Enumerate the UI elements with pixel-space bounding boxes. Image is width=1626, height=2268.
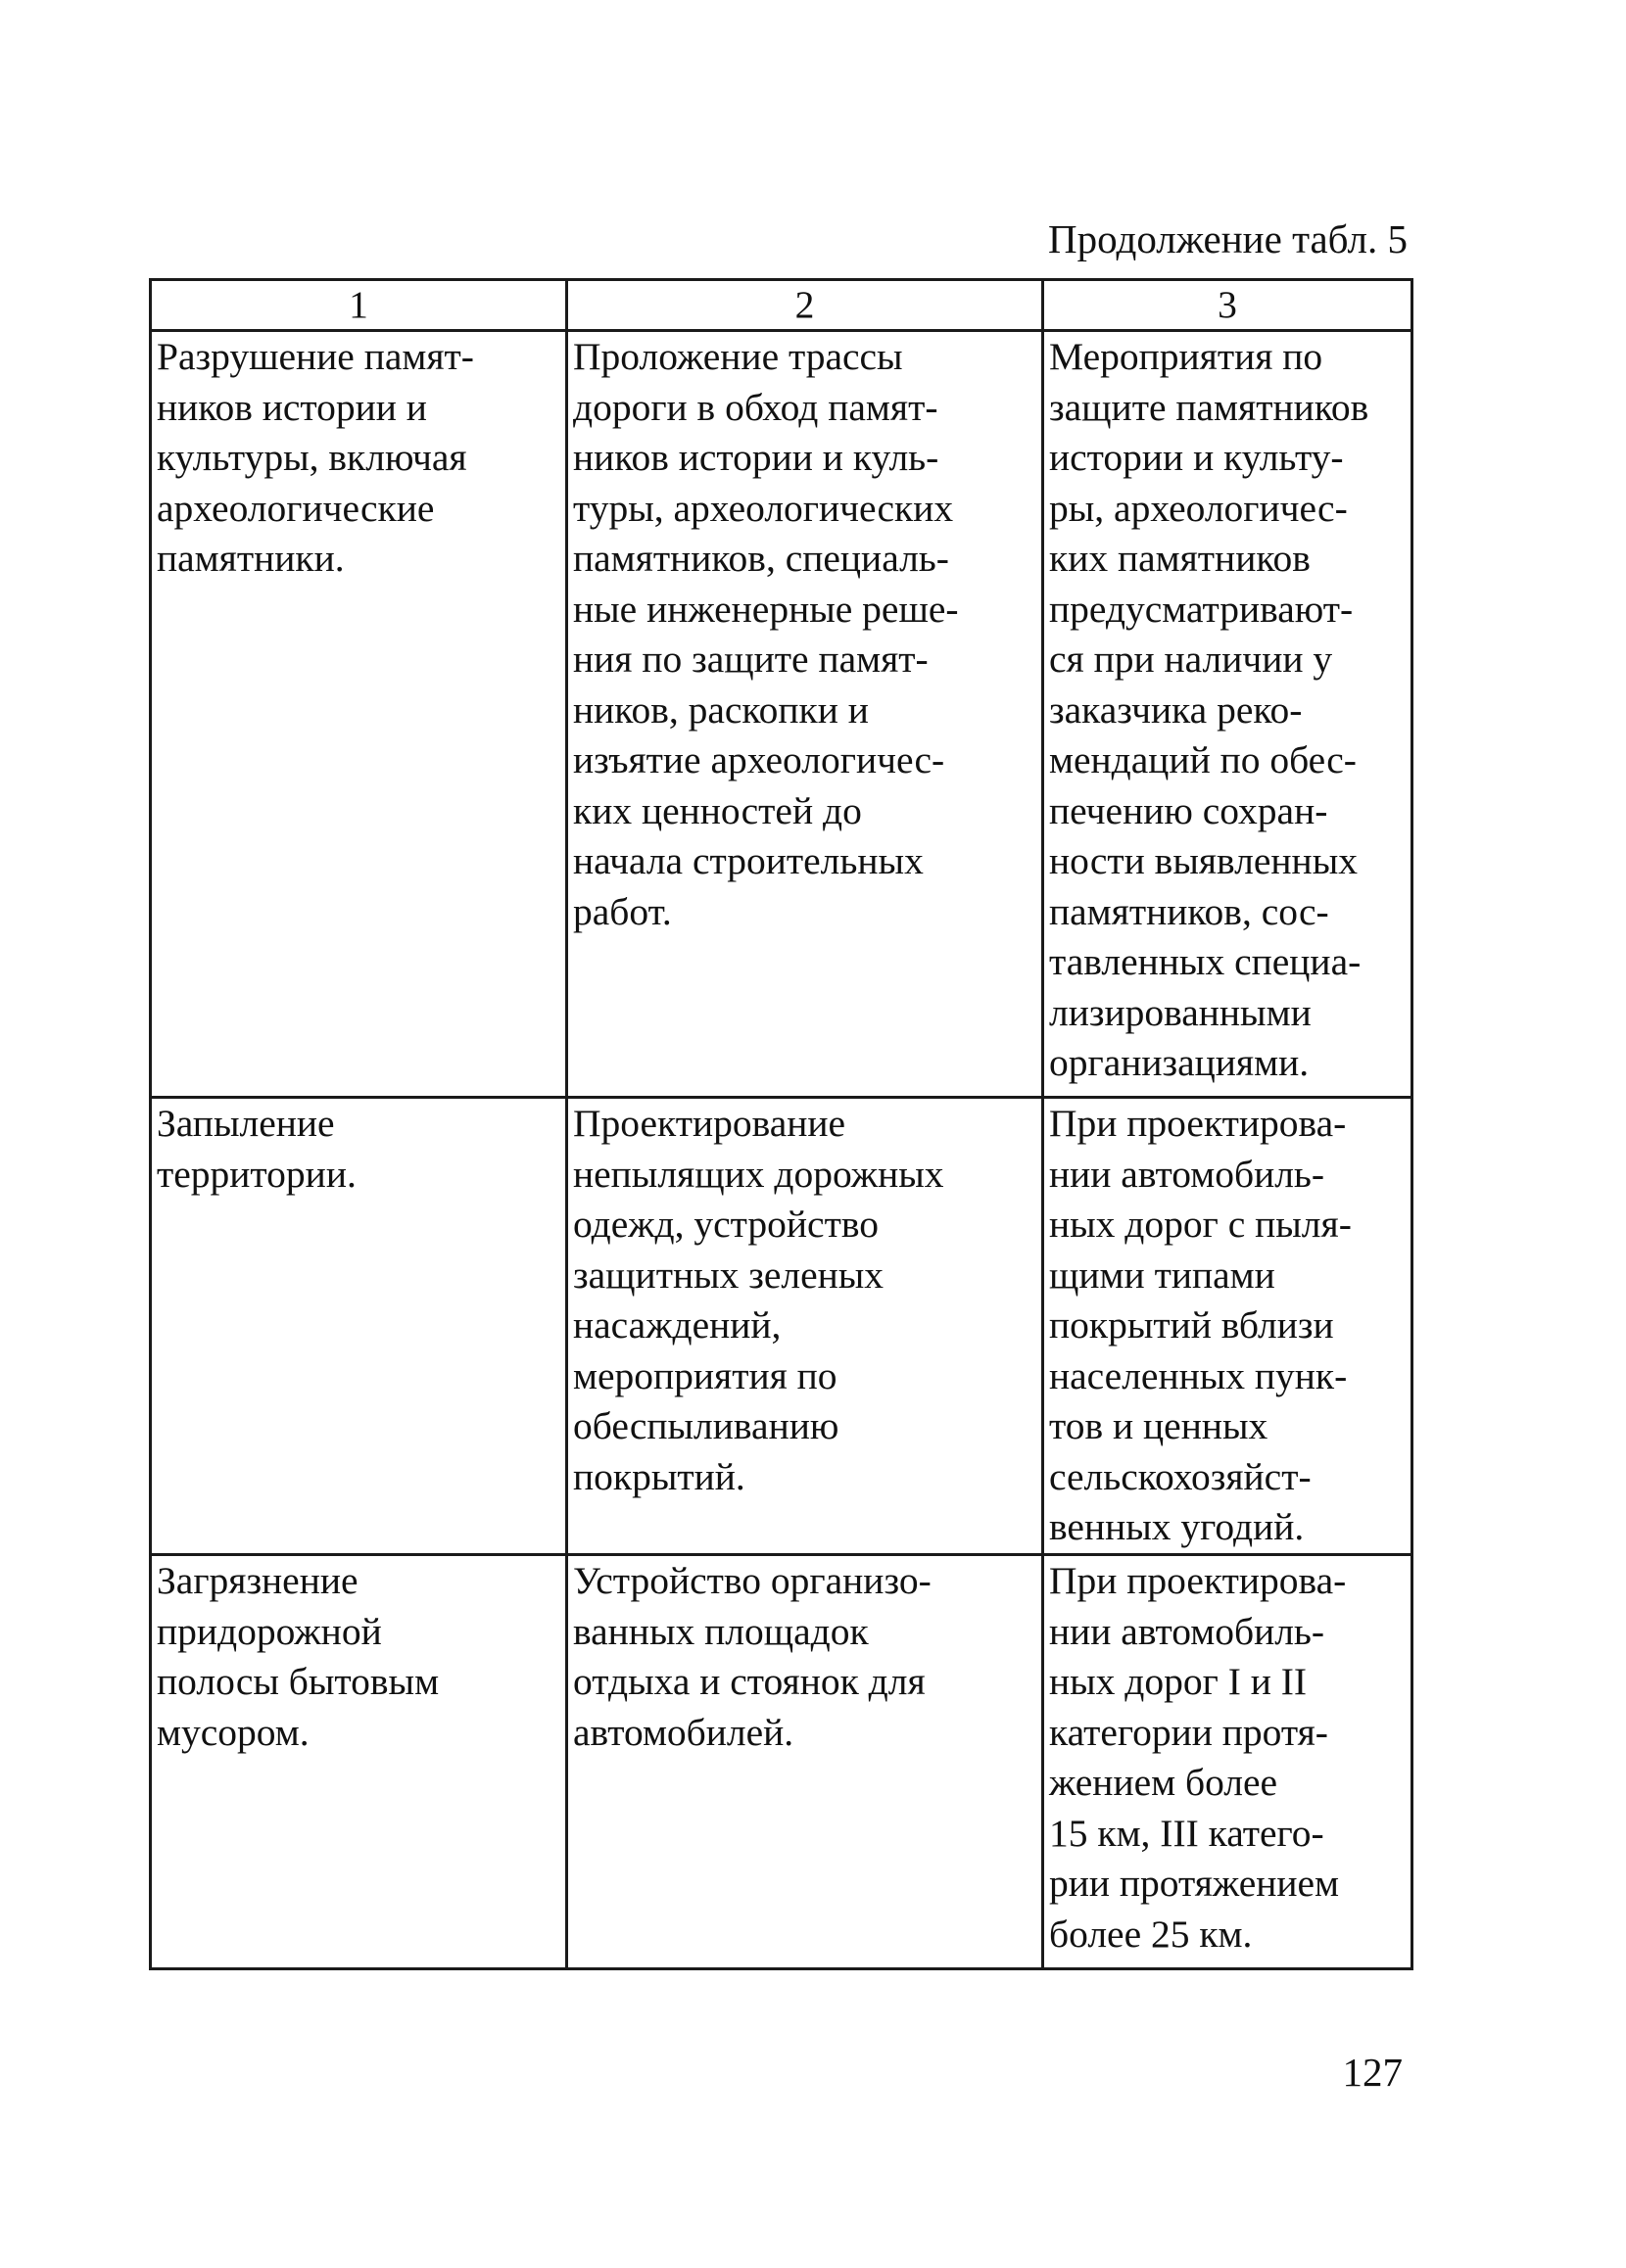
cell-text-line: нии автомобиль- bbox=[1049, 1609, 1325, 1653]
cell-text-line: ных дорог I и II bbox=[1049, 1660, 1308, 1703]
cell-text-line: Устройство организо- bbox=[573, 1559, 932, 1602]
cell-text-line: Разрушение памят- bbox=[157, 335, 474, 378]
cell-text-line: тов и ценных bbox=[1049, 1404, 1268, 1447]
cell-text-line: полосы бытовым bbox=[157, 1660, 440, 1703]
cell-text-line: памятников, специаль- bbox=[573, 537, 949, 580]
cell-text-line: Мероприятия по bbox=[1049, 335, 1323, 378]
cell-text-line: ные инженерные реше- bbox=[573, 587, 959, 631]
table-row bbox=[151, 1098, 1412, 1555]
cell-text-line: мероприятия по bbox=[573, 1353, 837, 1397]
cell-text-line: ванных площадок bbox=[573, 1609, 869, 1653]
cell-text-line: одежд, устройство bbox=[573, 1203, 879, 1246]
cell-text-line: ния по защите памят- bbox=[573, 638, 929, 681]
cell-text-line: печению сохран- bbox=[1049, 788, 1328, 832]
cell-text-line: сельскохозяйст- bbox=[1049, 1454, 1312, 1498]
cell-text-line: Проложение трассы bbox=[573, 335, 903, 378]
table-cell bbox=[1043, 331, 1412, 1098]
cell-text-line: насаждений, bbox=[573, 1303, 782, 1347]
cell-text-line: ников, раскопки и bbox=[573, 687, 869, 732]
table-cell bbox=[567, 331, 1043, 1098]
cell-text-line: изъятие археологичес- bbox=[573, 738, 945, 781]
cell-text-line: венных угодий. bbox=[1049, 1505, 1305, 1548]
cell-text-line: непылящих дорожных bbox=[573, 1152, 944, 1196]
cell-text-line: нии автомобиль- bbox=[1049, 1152, 1325, 1196]
cell-text-line: мендаций по обес- bbox=[1049, 738, 1357, 781]
cell-text-line: заказчика реко- bbox=[1049, 687, 1303, 732]
cell-text-line: истории и культу- bbox=[1049, 436, 1344, 479]
cell-text-line: защитных зеленых bbox=[573, 1252, 885, 1297]
cell-text-line: культуры, включая bbox=[157, 436, 467, 479]
cell-text-line: 15 км, III катего- bbox=[1049, 1811, 1324, 1855]
page-number: 127 bbox=[1342, 2050, 1403, 2095]
cell-text-line: отдыха и стоянок для bbox=[573, 1660, 926, 1703]
column-header-1: 1 bbox=[151, 280, 567, 331]
measures-table bbox=[149, 278, 1413, 1970]
cell-text-line: населенных пунк- bbox=[1049, 1353, 1348, 1397]
cell-text-line: начала строительных bbox=[573, 839, 924, 882]
cell-text-line: ности выявленных bbox=[1049, 839, 1358, 882]
column-header-3: 3 bbox=[1043, 280, 1412, 331]
cell-text-line: категории протя- bbox=[1049, 1710, 1328, 1754]
cell-text-line: рии протяжением bbox=[1049, 1862, 1340, 1905]
cell-text-line: ры, археологичес- bbox=[1049, 486, 1348, 530]
cell-text-line: ких ценностей до bbox=[573, 788, 862, 832]
table-row bbox=[151, 331, 1412, 1098]
cell-text-line: тавленных специа- bbox=[1049, 940, 1362, 983]
table-header-row bbox=[151, 280, 1412, 331]
cell-text-line: жением более bbox=[1049, 1761, 1278, 1804]
cell-text-line: памятники. bbox=[157, 537, 345, 580]
table-cell bbox=[1043, 1555, 1412, 1969]
table-cell bbox=[567, 1098, 1043, 1555]
cell-text-line: организациями. bbox=[1049, 1041, 1310, 1084]
table-cell bbox=[151, 1098, 567, 1555]
cell-text-line: туры, археологических bbox=[573, 486, 954, 530]
cell-text-line: защите памятников bbox=[1049, 385, 1369, 429]
cell-text-line: археологические bbox=[157, 486, 435, 530]
table-row bbox=[151, 1555, 1412, 1969]
cell-text-line: покрытий вблизи bbox=[1049, 1303, 1334, 1347]
cell-text-line: щими типами bbox=[1049, 1252, 1275, 1297]
cell-text-line: Проектирование bbox=[573, 1102, 846, 1145]
table-cell bbox=[151, 331, 567, 1098]
cell-text-line: автомобилей. bbox=[573, 1710, 794, 1754]
column-header-2: 2 bbox=[567, 280, 1043, 331]
cell-text-line: мусором. bbox=[157, 1710, 310, 1754]
cell-text-line: памятников, сос- bbox=[1049, 889, 1329, 933]
table-cell bbox=[567, 1555, 1043, 1969]
cell-text-line: покрытий. bbox=[573, 1454, 745, 1498]
cell-text-line: предусматривают- bbox=[1049, 587, 1354, 631]
cell-text-line: работ. bbox=[573, 889, 672, 933]
table-caption: Продолжение табл. 5 bbox=[1048, 216, 1408, 261]
cell-text-line: Запыление bbox=[157, 1102, 335, 1145]
cell-text-line: более 25 км. bbox=[1049, 1912, 1253, 1956]
cell-text-line: придорожной bbox=[157, 1609, 382, 1653]
cell-text-line: При проектирова- bbox=[1049, 1559, 1347, 1602]
cell-text-line: ников истории и куль- bbox=[573, 436, 939, 479]
cell-text-line: дороги в обход памят- bbox=[573, 385, 938, 429]
cell-text-line: ся при наличии у bbox=[1049, 638, 1333, 681]
cell-text-line: ких памятников bbox=[1049, 537, 1311, 580]
cell-text-line: лизированными bbox=[1049, 990, 1312, 1034]
cell-text-line: ных дорог с пыля- bbox=[1049, 1203, 1352, 1246]
cell-text-line: территории. bbox=[157, 1152, 357, 1196]
table-cell bbox=[1043, 1098, 1412, 1555]
cell-text-line: Загрязнение bbox=[157, 1559, 359, 1602]
cell-text-line: ников истории и bbox=[157, 385, 427, 429]
table-cell bbox=[151, 1555, 567, 1969]
cell-text-line: При проектирова- bbox=[1049, 1102, 1347, 1145]
cell-text-line: обеспыливанию bbox=[573, 1404, 839, 1447]
